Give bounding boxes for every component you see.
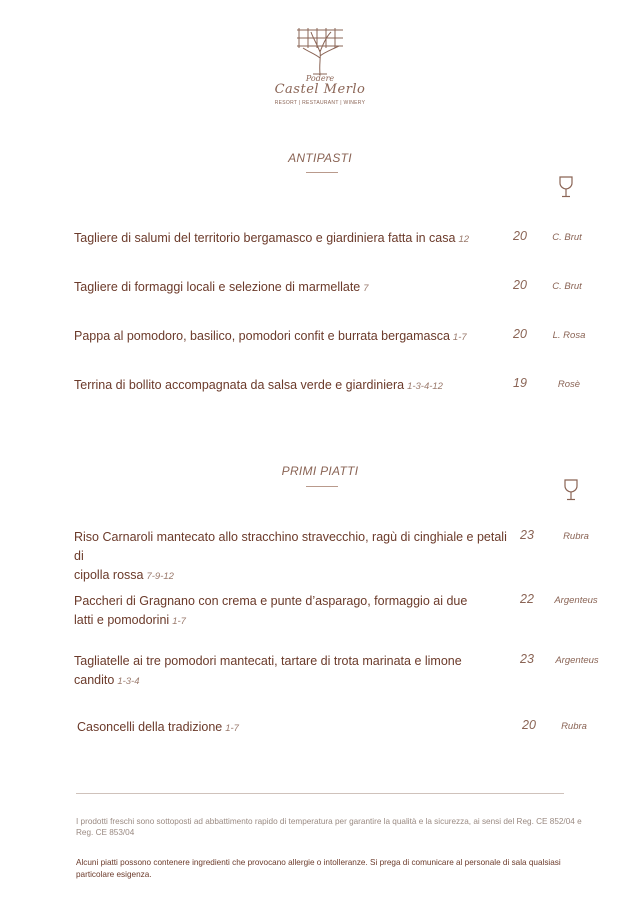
- section-title-antipasti: ANTIPASTI: [288, 151, 352, 165]
- menu-item: [77, 718, 239, 738]
- section-title-primi-piatti: PRIMI PIATTI: [281, 464, 359, 478]
- dish-price: 20: [522, 718, 536, 732]
- dish-name: Casoncelli della tradizione: [77, 720, 223, 734]
- dish-price: 20: [513, 229, 527, 243]
- dish-price: 22: [520, 592, 534, 606]
- footer-divider: [76, 793, 564, 794]
- food-safety-note: I prodotti freschi sono sottoposti ad abbattimento rapido di temperatura per garantire la qualità e la sicurezza, ai sensi del Reg. CE 852/04 e Reg. CE 853/04: [76, 817, 582, 837]
- dish-name-line2: latti e pomodorini: [74, 613, 170, 627]
- wine-pairing: Rubra: [563, 531, 589, 542]
- allergen-codes: 1-3-4: [117, 676, 140, 687]
- section-divider: [306, 172, 338, 173]
- allergen-codes: 1-7: [172, 616, 186, 627]
- wine-pairing: C. Brut: [552, 281, 582, 292]
- menu-item: [74, 592, 494, 631]
- dish-price: 23: [520, 528, 534, 542]
- brand-logo: [270, 24, 370, 106]
- wine-glass-icon: [558, 176, 574, 198]
- dish-price: 20: [513, 327, 527, 341]
- dish-price: 23: [520, 652, 534, 666]
- dish-name: Tagliere di formaggi locali e selezione di marmellate: [74, 280, 361, 294]
- wine-pairing: Argenteus: [555, 655, 599, 666]
- section-divider: [306, 486, 338, 487]
- allergy-note: Alcuni piatti possono contenere ingredienti che provocano allergie o intolleranze. Si prega di comunicare al personale di sala qualsiasi particolare esigenza.: [76, 858, 561, 879]
- wine-pairing: Rosè: [557, 379, 581, 390]
- allergen-codes: 12: [458, 234, 470, 245]
- dish-name: Tagliere di salumi del territorio bergamasco e giardiniera fatta in casa: [74, 231, 456, 245]
- dish-name-line1: Riso Carnaroli mantecato allo stracchino stravecchio, ragù di cinghiale e petali di: [74, 530, 507, 563]
- allergen-codes: 7-9-12: [146, 571, 174, 582]
- wine-pairing: Rubra: [561, 721, 587, 732]
- menu-item: [74, 327, 467, 347]
- dish-name-line2: cipolla rossa: [74, 568, 144, 582]
- wine-pairing: C. Brut: [552, 232, 582, 243]
- dish-name-line2: candito: [74, 673, 115, 687]
- wine-pairing: L. Rosa: [552, 330, 586, 341]
- menu-item: [74, 528, 514, 586]
- wine-pairing: Argenteus: [554, 595, 598, 606]
- menu-item: [74, 652, 494, 691]
- allergen-codes: 7: [363, 283, 369, 294]
- brand-tagline: RESORT | RESTAURANT | WINERY: [274, 100, 366, 106]
- menu-item: [74, 229, 469, 249]
- dish-name-line1: Tagliatelle ai tre pomodori mantecati, tartare di trota marinata e limone: [74, 654, 462, 668]
- wine-glass-icon: [563, 479, 579, 501]
- menu-item: [74, 376, 443, 396]
- menu-item: [74, 278, 369, 298]
- dish-price: 20: [513, 278, 527, 292]
- dish-name-line1: Paccheri di Gragnano con crema e punte d’asparago, formaggio ai due: [74, 594, 468, 608]
- dish-name: Terrina di bollito accompagnata da salsa verde e giardiniera: [74, 378, 405, 392]
- dish-name: Pappa al pomodoro, basilico, pomodori confit e burrata bergamasca: [74, 329, 450, 343]
- allergen-codes: 1-7: [225, 723, 239, 734]
- allergen-codes: 1-3-4-12: [407, 381, 443, 392]
- dish-price: 19: [513, 376, 527, 390]
- brand-name-small: Podere: [305, 74, 335, 83]
- tree-logo-icon: [293, 24, 347, 76]
- allergen-codes: 1-7: [452, 332, 467, 343]
- brand-name: Castel Merlo: [274, 82, 366, 97]
